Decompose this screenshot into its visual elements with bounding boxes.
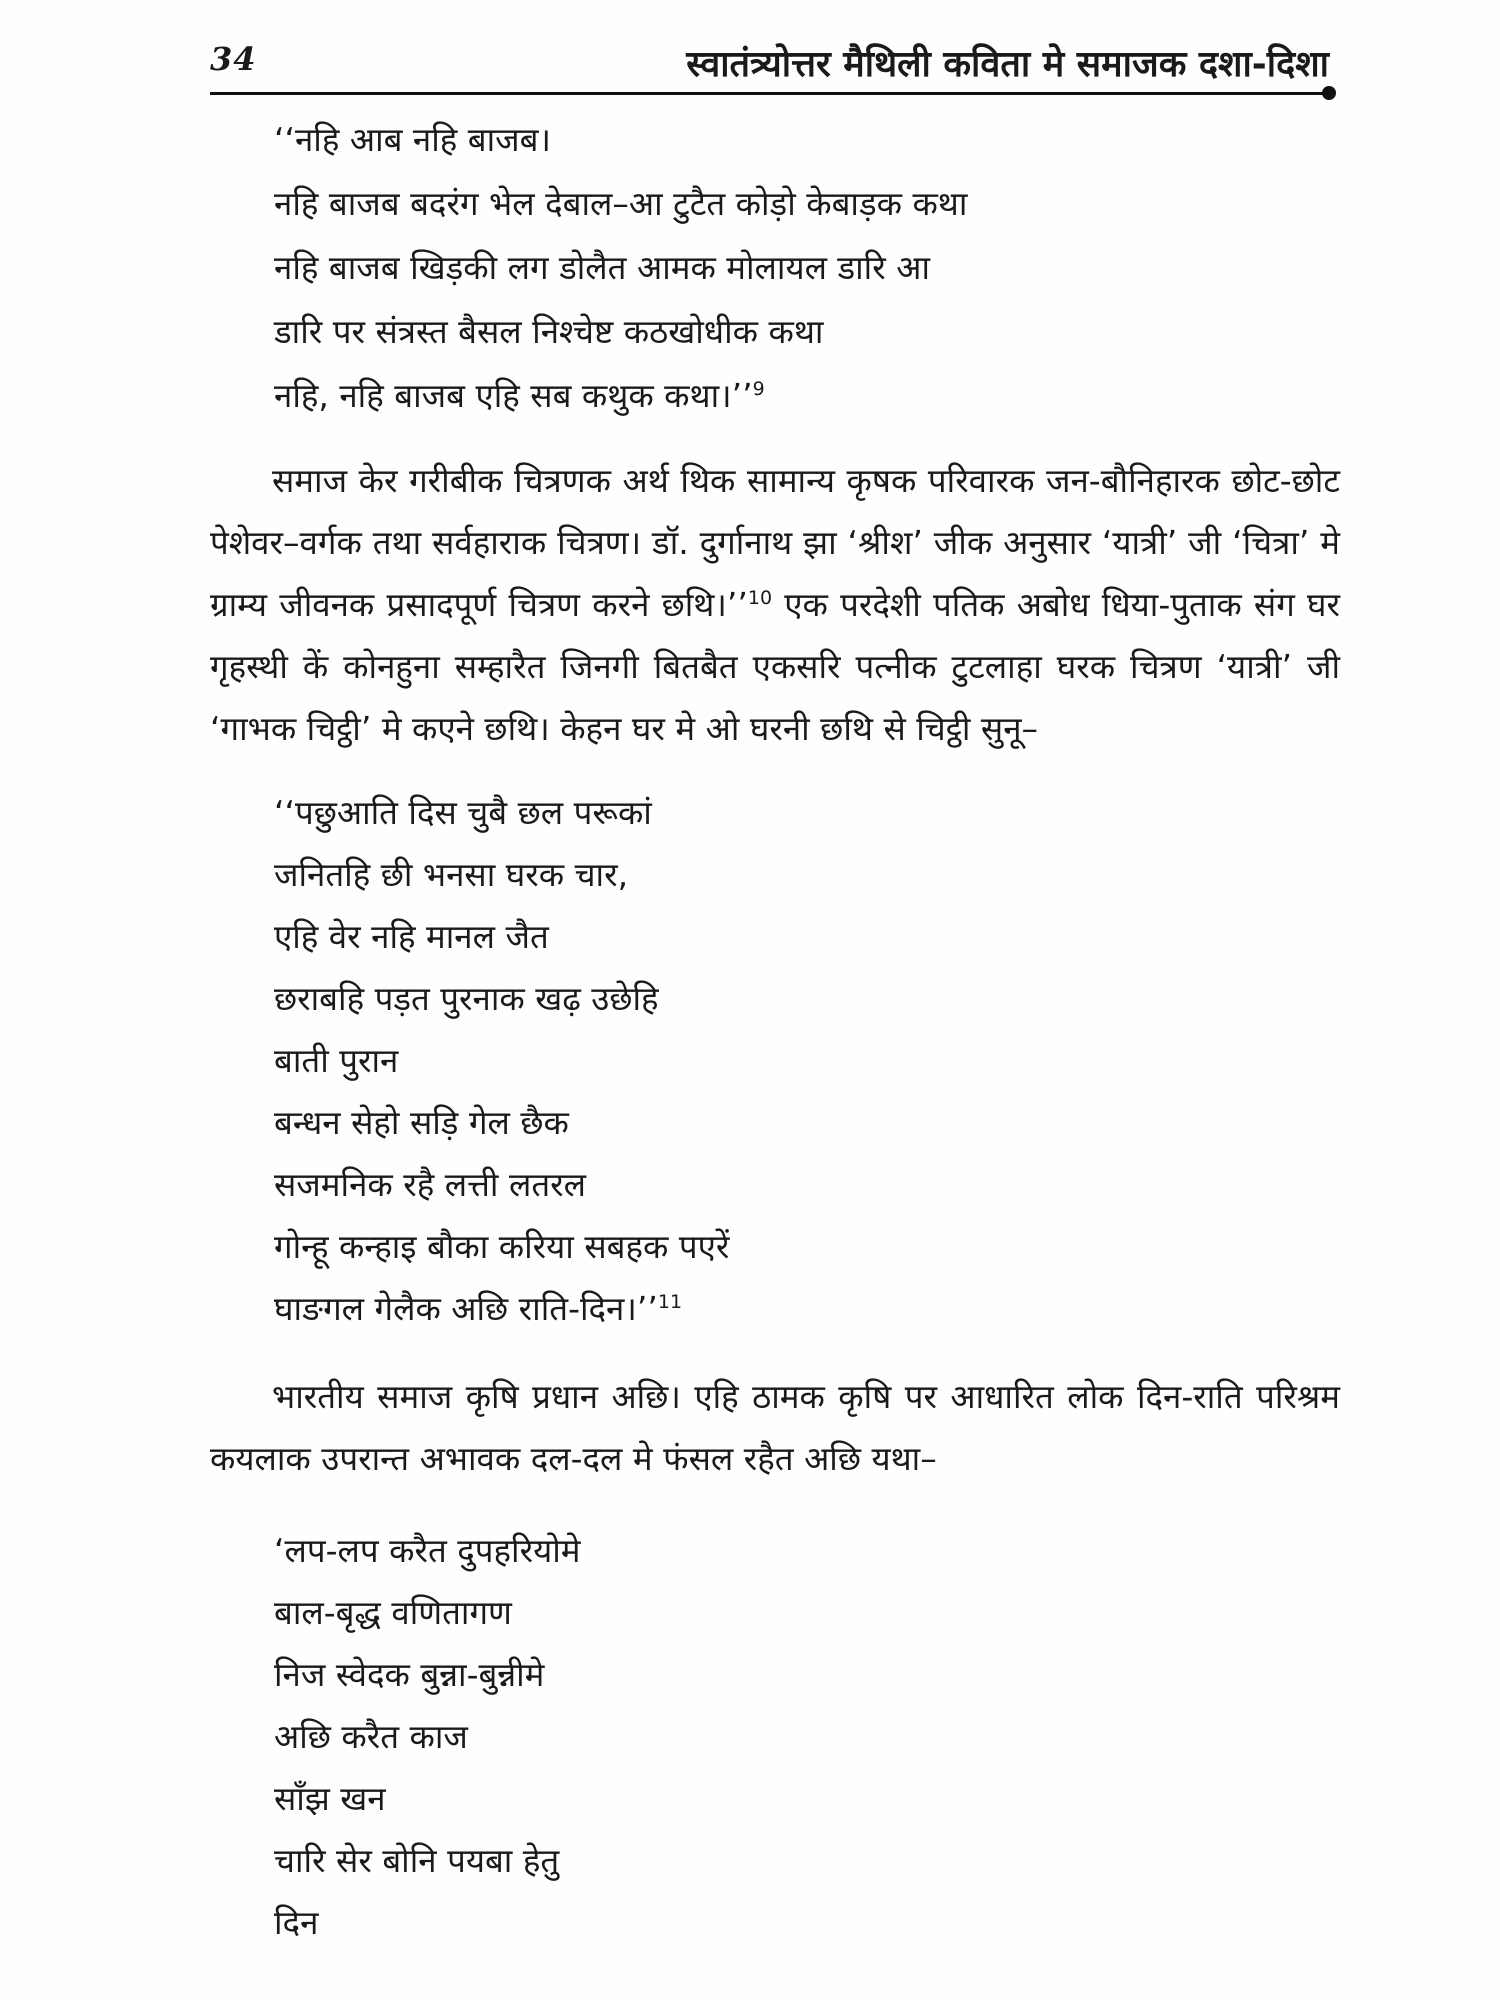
verse-line: डारि पर संत्रस्त बैसल निश्चेष्ट कठखोधीक कथा — [274, 312, 824, 351]
verse-line: ‘‘पछुआति दिस चुबै छल परूकां — [274, 793, 652, 832]
verse-line: गोन्हू कन्हाइ बौका करिया सबहक पएरें — [274, 1227, 730, 1266]
paragraph-1 — [210, 450, 1340, 760]
paragraph-text: समाज केर गरीबीक चित्रणक अर्थ थिक सामान्य कृषक परिवारक जन-बौनिहारक छोट-छोट पेशेवर–वर्गक तथा सर्वहाराक चित्रण। डॉ. दुर्गानाथ झा ‘श्रीश’ जीक अनुसार ‘यात्री’ जी ‘चित्रा’ मे ग्राम्य जीवनक प्रसादपूर्ण चित्रण करने छथि।’’ — [210, 461, 1340, 624]
header-rule-dot — [1322, 86, 1336, 100]
verse-line: साँझ खन — [274, 1779, 386, 1818]
verse-line: ‘‘नहि आब नहि बाजब। — [274, 120, 552, 159]
verse-line: बाती पुरान — [274, 1041, 399, 1080]
verse-line: नहि बाजब खिड़की लग डोलैत आमक मोलायल डारि आ — [274, 248, 930, 287]
verse-quote-3 — [210, 1520, 1340, 1954]
verse-line: ‘लप-लप करैत दुपहरियोमे — [274, 1531, 581, 1570]
footnote-ref: 11 — [657, 1291, 683, 1313]
header-rule — [210, 92, 1330, 95]
paragraph-2: भारतीय समाज कृषि प्रधान अछि। एहि ठामक कृषि पर आधारित लोक दिन-राति परिश्रम कयलाक उपरान्त अभावक दल-दल मे फंसल रहैत अछि यथा– — [210, 1377, 1340, 1478]
verse-line: चारि सेर बोनि पयबा हेतु — [274, 1841, 560, 1880]
verse-line: सजमनिक रहै लत्ती लतरल — [274, 1165, 587, 1204]
verse-quote-2 — [210, 782, 1340, 1340]
paragraph-text: एक परदेशी पतिक अबोध धिया-पुताक संग घर गृहस्थी कें कोनहुना सम्हारैत जिनगी बितबैत एकसरि पत्नीक टुटलाहा घरक चित्रण ‘यात्री’ जी ‘गाभक चिट्ठी’ मे कएने छथि। केहन घर मे ओ घरनी छथि से चिट्ठी सुनू– — [210, 585, 1340, 748]
verse-quote-1 — [210, 108, 1340, 428]
page-number: 34 — [210, 40, 257, 78]
verse-line-text: घाङगल गेलैक अछि राति-दिन।’’ — [274, 1289, 658, 1328]
verse-line: जनितहि छी भनसा घरक चार, — [274, 855, 629, 894]
verse-line: अछि करैत काज — [274, 1717, 468, 1756]
verse-line-text: नहि, नहि बाजब एहि सब कथुक कथा।’’ — [274, 376, 753, 415]
verse-line: नहि बाजब बदरंग भेल देबाल–आ टुटैत कोड़ो केबाड़क कथा — [274, 184, 968, 223]
page-header — [210, 38, 1335, 94]
verse-line: छराबहि पड़त पुरनाक खढ़ उछेहि — [274, 979, 659, 1018]
verse-line: निज स्वेदक बुन्ना-बुन्नीमे — [274, 1655, 545, 1694]
footnote-ref: 9 — [752, 378, 765, 400]
running-title: स्वातंत्र्योत्तर मैथिली कविता मे समाजक दशा-दिशा — [686, 44, 1329, 85]
verse-line: बन्धन सेहो सड़ि गेल छैक — [274, 1103, 569, 1142]
verse-line: दिन — [274, 1903, 319, 1942]
verse-line: बाल-बृद्ध वणितागण — [274, 1593, 512, 1632]
page-content — [210, 108, 1340, 1954]
verse-line: एहि वेर नहि मानल जैत — [274, 917, 549, 956]
verse-line — [274, 1278, 1340, 1340]
footnote-ref: 10 — [747, 587, 773, 609]
verse-line — [274, 364, 1340, 428]
